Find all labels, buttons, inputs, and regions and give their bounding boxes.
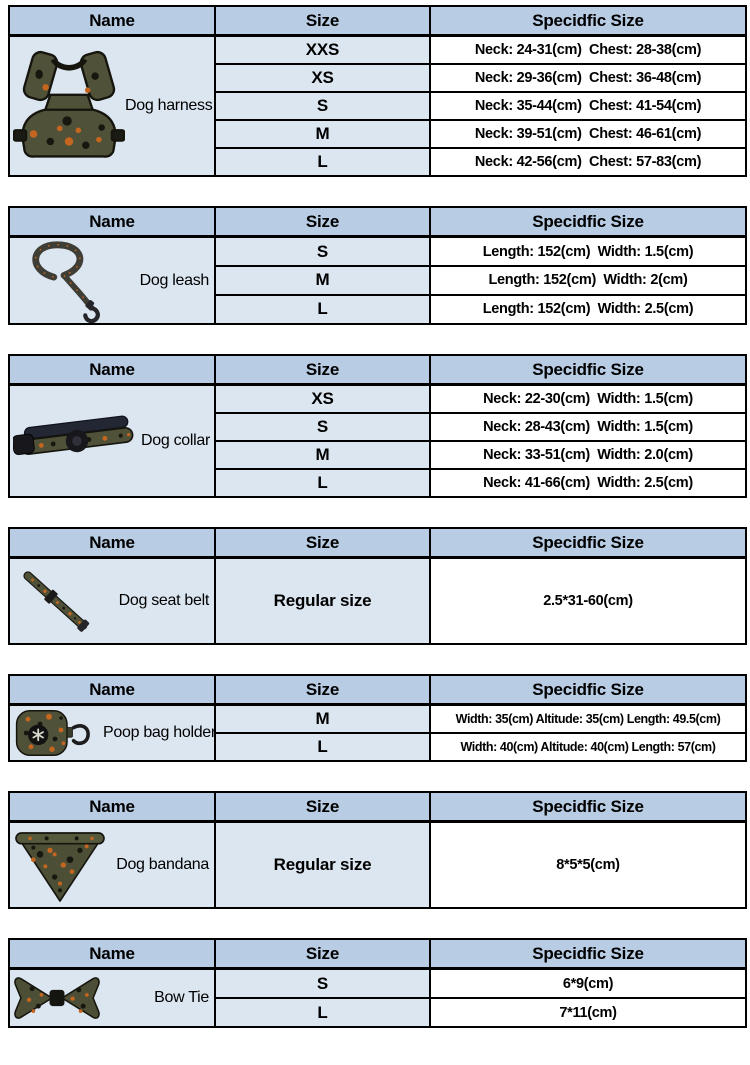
column-header-specific-size: Specidfic Size — [430, 207, 746, 237]
size-cell: L — [215, 469, 430, 497]
spec-cell: Neck: 22-30(cm) Width: 1.5(cm) — [430, 385, 746, 414]
bow-tie-photo — [13, 970, 101, 1026]
dog-bandana-photo — [13, 825, 107, 905]
spec-cell: 6*9(cm) — [430, 969, 746, 999]
spec-cell: 8*5*5(cm) — [430, 822, 746, 909]
spec-cell: Neck: 24-31(cm) Chest: 28-38(cm) — [430, 36, 746, 65]
product-name-label: Poop bag holder — [103, 724, 216, 741]
column-header-specific-size: Specidfic Size — [430, 355, 746, 385]
column-header-name: Name — [9, 355, 215, 385]
size-cell: M — [215, 441, 430, 469]
spec-cell: Width: 40(cm) Altitude: 40(cm) Length: 57(cm) — [430, 733, 746, 761]
size-cell: S — [215, 969, 430, 999]
size-cell: L — [215, 295, 430, 324]
spec-cell: Neck: 29-36(cm) Chest: 36-48(cm) — [430, 64, 746, 92]
product-name-label: Dog collar — [141, 432, 211, 449]
dog-leash-photo — [13, 238, 115, 323]
column-header-specific-size: Specidfic Size — [430, 792, 746, 822]
size-cell: XS — [215, 64, 430, 92]
product-name-label: Dog seat belt — [118, 592, 209, 609]
size-cell: S — [215, 92, 430, 120]
size-cell: XS — [215, 385, 430, 414]
product-name-label: Dog bandana — [116, 856, 209, 873]
column-header-size: Size — [215, 6, 430, 36]
column-header-specific-size: Specidfic Size — [430, 939, 746, 969]
product-name-label: Dog leash — [139, 271, 209, 289]
spec-cell: Length: 152(cm) Width: 2(cm) — [430, 266, 746, 295]
size-cell: M — [215, 266, 430, 295]
size-cell: XXS — [215, 36, 430, 65]
column-header-size: Size — [215, 355, 430, 385]
size-cell: M — [215, 120, 430, 148]
column-header-name: Name — [9, 207, 215, 237]
product-cell — [9, 705, 215, 762]
column-header-specific-size: Specidfic Size — [430, 675, 746, 705]
spec-cell: Neck: 28-43(cm) Width: 1.5(cm) — [430, 413, 746, 441]
column-header-size: Size — [215, 207, 430, 237]
product-cell — [9, 558, 215, 645]
column-header-name: Name — [9, 6, 215, 36]
column-header-name: Name — [9, 528, 215, 558]
product-name-label: Dog harness — [125, 97, 213, 114]
product-cell — [9, 36, 215, 177]
size-cell: S — [215, 413, 430, 441]
spec-cell: 2.5*31-60(cm) — [430, 558, 746, 645]
size-chart-dog-collar — [8, 354, 747, 498]
size-cell: Regular size — [215, 822, 430, 909]
spec-cell: 7*11(cm) — [430, 998, 746, 1027]
spec-cell: Neck: 39-51(cm) Chest: 46-61(cm) — [430, 120, 746, 148]
product-cell — [9, 969, 215, 1028]
size-cell: L — [215, 148, 430, 176]
spec-cell: Length: 152(cm) Width: 1.5(cm) — [430, 237, 746, 267]
column-header-size: Size — [215, 675, 430, 705]
size-chart-dog-bandana — [8, 791, 747, 909]
size-chart-bow-tie — [8, 938, 747, 1028]
spec-cell: Neck: 35-44(cm) Chest: 41-54(cm) — [430, 92, 746, 120]
size-cell: S — [215, 237, 430, 267]
size-chart-dog-harness — [8, 5, 747, 177]
column-header-specific-size: Specidfic Size — [430, 528, 746, 558]
product-cell — [9, 237, 215, 325]
size-cell: Regular size — [215, 558, 430, 645]
dog-seat-belt-photo — [13, 559, 97, 643]
product-cell — [9, 822, 215, 909]
product-name-label: Bow Tie — [154, 989, 209, 1006]
size-cell: L — [215, 733, 430, 761]
size-chart-poop-bag-holder — [8, 674, 747, 762]
column-header-specific-size: Specidfic Size — [430, 6, 746, 36]
spec-cell: Neck: 33-51(cm) Width: 2.0(cm) — [430, 441, 746, 469]
product-cell — [9, 385, 215, 498]
column-header-size: Size — [215, 792, 430, 822]
size-cell: M — [215, 705, 430, 734]
spec-cell: Width: 35(cm) Altitude: 35(cm) Length: 49.5(cm) — [430, 705, 746, 734]
column-header-size: Size — [215, 939, 430, 969]
dog-collar-photo — [13, 409, 141, 473]
spec-cell: Neck: 41-66(cm) Width: 2.5(cm) — [430, 469, 746, 497]
dog-harness-photo — [13, 48, 125, 165]
size-cell: L — [215, 998, 430, 1027]
size-chart-dog-leash — [8, 206, 747, 325]
column-header-name: Name — [9, 939, 215, 969]
spec-cell: Length: 152(cm) Width: 2.5(cm) — [430, 295, 746, 324]
column-header-name: Name — [9, 792, 215, 822]
size-chart-dog-seat-belt — [8, 527, 747, 645]
spec-cell: Neck: 42-56(cm) Chest: 57-83(cm) — [430, 148, 746, 176]
poop-bag-holder-photo — [13, 706, 103, 760]
column-header-size: Size — [215, 528, 430, 558]
column-header-name: Name — [9, 675, 215, 705]
